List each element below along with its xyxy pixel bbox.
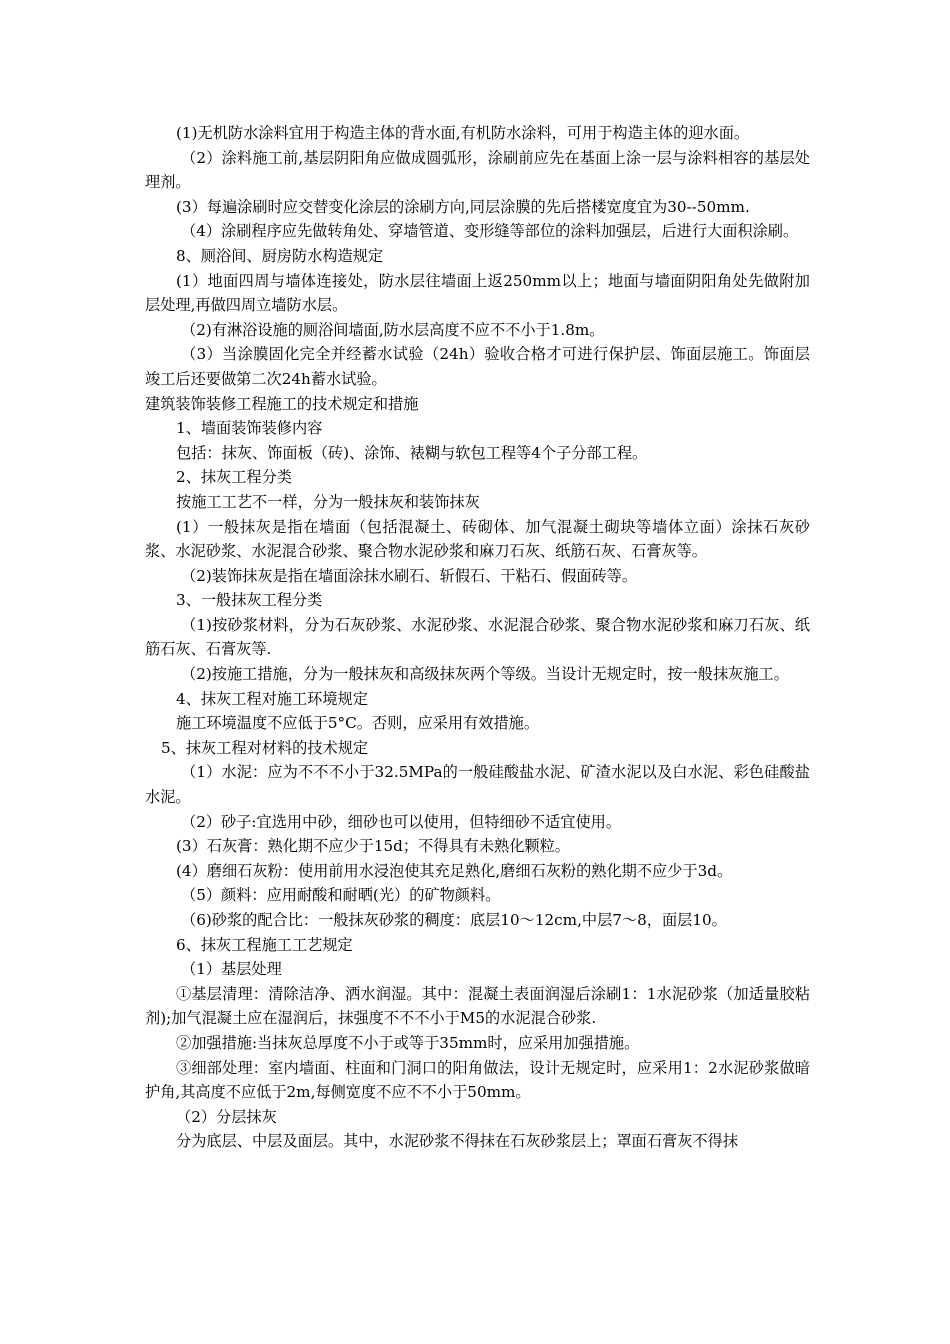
paragraph: 3、一般抹灰工程分类 [176, 591, 323, 610]
paragraph: 建筑装饰装修工程施工的技术规定和措施 [145, 394, 419, 413]
paragraph: 5、抹灰工程对材料的技术规定 [161, 738, 369, 757]
paragraph: ②加强措施:当抹灰总厚度不小于或等于35mm时，应采用加强措施。 [176, 1033, 640, 1052]
paragraph: (1）地面四周与墙体连接处，防水层往墙面上返250mm以上；地面与墙面阴阳角处先做附加层处理,再做四周立墙防水层。 [145, 271, 810, 315]
paragraph: （6)砂浆的配合比：一般抹灰砂浆的稠度：底层10～12cm,中层7～8，面层10。 [181, 911, 727, 929]
paragraph: 1、墙面装饰装修内容 [176, 419, 323, 438]
paragraph: 按施工工艺不一样，分为一般抹灰和装饰抹灰 [176, 492, 480, 511]
paragraph: (3）石灰膏：熟化期不应少于15d；不得具有未熟化颗粒。 [176, 837, 570, 856]
paragraph: （3）当涂膜固化完全并经蓄水试验（24h）验收合格才可进行保护层、饰面层施工。饰面层竣工后还要做第二次24h蓄水试验。 [145, 345, 810, 388]
paragraph: 8、厕浴间、厨房防水构造规定 [176, 246, 384, 265]
paragraph: 包括：抹灰、饰面板（砖)、涂饰、裱糊与软包工程等4个子分部工程。 [176, 443, 648, 462]
paragraph: （1）基层处理 [181, 960, 282, 979]
paragraph: （2)装饰抹灰是指在墙面涂抹水刷石、斩假石、干粘石、假面砖等。 [181, 566, 638, 585]
paragraph: (3）每遍涂刷时应交替变化涂层的涂刷方向,同层涂膜的先后搭楼宽度宜为30--50mm. [176, 197, 750, 216]
paragraph: （2）涂料施工前,基层阴阳角应做成圆弧形，涂刷前应先在基面上涂一层与涂料相容的基层处理剂。 [145, 148, 810, 192]
paragraph: （2)有淋浴设施的厕浴间墙面,防水层高度不应不不小于1.8m。 [181, 320, 605, 339]
paragraph: （5）颜料：应用耐酸和耐晒(光）的矿物颜料。 [181, 886, 501, 905]
paragraph: (4）磨细石灰粉：使用前用水浸泡使其充足熟化,磨细石灰粉的熟化期不应少于3d。 [176, 861, 733, 880]
paragraph: （1)按砂浆材料，分为石灰砂浆、水泥砂浆、水泥混合砂浆、聚合物水泥砂浆和麻刀石灰、纸筋石灰、石膏灰等. [145, 615, 810, 659]
paragraph: ①基层清理：清除洁净、洒水润湿。其中：混凝土表面润湿后涂刷1：1水泥砂浆（加适量胶粘剂);加气混凝土应在湿润后，抹强度不不不小于M5的水泥混合砂浆. [145, 984, 810, 1028]
paragraph: 4、抹灰工程对施工环境规定 [176, 689, 368, 708]
paragraph: 6、抹灰工程施工工艺规定 [176, 935, 353, 954]
paragraph: 2、抹灰工程分类 [176, 468, 292, 487]
paragraph: (1）一般抹灰是指在墙面（包括混凝土、砖砌体、加气混凝土砌块等墙体立面）涂抹石灰砂浆、水泥砂浆、水泥混合砂浆、聚合物水泥砂浆和麻刀石灰、纸筋石灰、石膏灰等。 [145, 517, 810, 561]
paragraph: （2）分层抹灰 [176, 1107, 277, 1126]
paragraph: （4）涂刷程序应先做转角处、穿墙管道、变形缝等部位的涂料加强层，后进行大面积涂刷。 [181, 222, 799, 241]
paragraph: (1)无机防水涂料宜用于构造主体的背水面,有机防水涂料，可用于构造主体的迎水面。 [176, 124, 750, 142]
paragraph: （1）水泥：应为不不不小于32.5MPa的一般硅酸盐水泥、矿渣水泥以及白水泥、彩色硅酸盐水泥。 [145, 763, 810, 807]
paragraph: 施工环境温度不应低于5°C。否则，应采用有效措施。 [176, 714, 540, 733]
paragraph: 分为底层、中层及面层。其中，水泥砂浆不得抹在石灰砂浆层上；罩面石膏灰不得抹 [176, 1132, 738, 1151]
paragraph: ③细部处理：室内墙面、柱面和门洞口的阳角做法，设计无规定时，应采用1：2水泥砂浆做暗护角,其高度不应低于2m,每侧宽度不应不不小于50mm。 [145, 1058, 810, 1102]
paragraph: （2)按施工措施，分为一般抹灰和高级抹灰两个等级。当设计无规定时，按一般抹灰施工。 [181, 665, 789, 684]
paragraph: （2）砂子:宜选用中砂，细砂也可以使用，但特细砂不适宜使用。 [181, 812, 622, 831]
document-body [145, 121, 810, 1154]
